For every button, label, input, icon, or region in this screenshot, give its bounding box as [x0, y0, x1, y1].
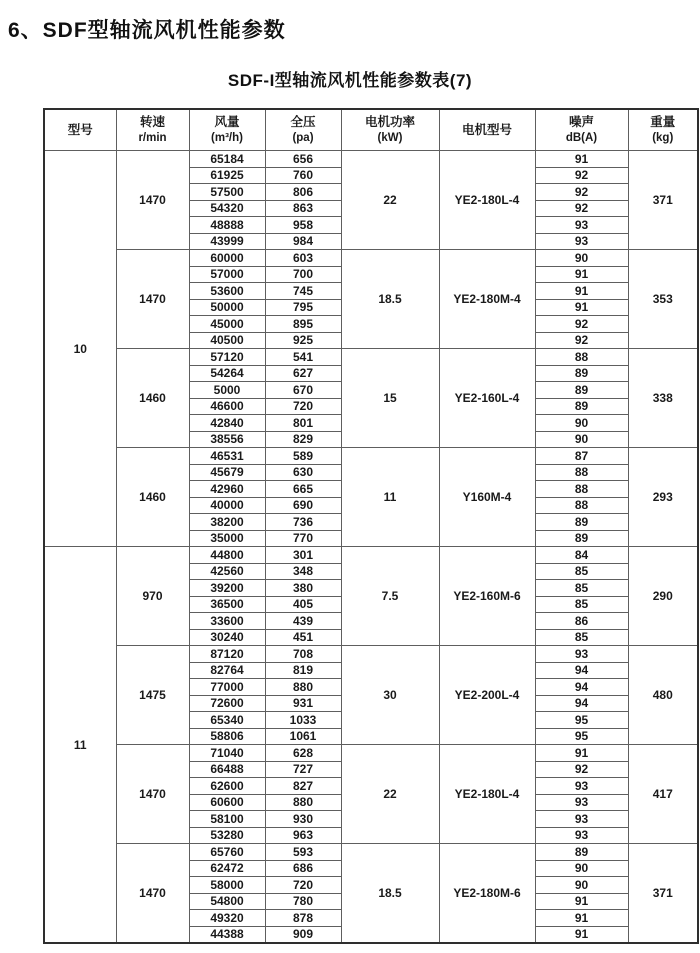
pressure-cell: 439 [265, 613, 341, 630]
table-body [44, 151, 698, 944]
airflow-cell: 54800 [189, 893, 265, 910]
noise-cell: 91 [535, 266, 628, 283]
power-cell: 22 [341, 745, 439, 844]
pressure-cell: 1033 [265, 712, 341, 729]
airflow-cell: 77000 [189, 679, 265, 696]
pressure-cell: 720 [265, 877, 341, 894]
pressure-cell: 770 [265, 530, 341, 547]
model-cell: 10 [44, 151, 116, 547]
table-header [44, 109, 698, 151]
airflow-cell: 42840 [189, 415, 265, 432]
noise-cell: 92 [535, 332, 628, 349]
noise-cell: 94 [535, 695, 628, 712]
pressure-cell: 451 [265, 629, 341, 646]
pressure-cell: 708 [265, 646, 341, 663]
noise-cell: 91 [535, 283, 628, 300]
header-row [44, 109, 698, 151]
noise-cell: 92 [535, 184, 628, 201]
speed-cell: 1470 [116, 844, 189, 944]
pressure-cell: 700 [265, 266, 341, 283]
airflow-cell: 40500 [189, 332, 265, 349]
airflow-cell: 43999 [189, 233, 265, 250]
noise-cell: 84 [535, 547, 628, 564]
noise-cell: 88 [535, 464, 628, 481]
power-cell: 30 [341, 646, 439, 745]
noise-cell: 93 [535, 646, 628, 663]
noise-cell: 89 [535, 382, 628, 399]
noise-cell: 91 [535, 745, 628, 762]
header-pressure: 全压 (pa) [265, 109, 341, 151]
airflow-cell: 53600 [189, 283, 265, 300]
weight-cell: 353 [628, 250, 698, 349]
pressure-cell: 878 [265, 910, 341, 927]
speed-cell: 1460 [116, 349, 189, 448]
airflow-cell: 60000 [189, 250, 265, 267]
motor-cell: YE2-180L-4 [439, 151, 535, 250]
table-row [44, 844, 698, 861]
airflow-cell: 58806 [189, 728, 265, 745]
pressure-cell: 819 [265, 662, 341, 679]
airflow-cell: 38200 [189, 514, 265, 531]
airflow-cell: 62472 [189, 860, 265, 877]
noise-cell: 91 [535, 151, 628, 168]
pressure-cell: 829 [265, 431, 341, 448]
pressure-cell: 984 [265, 233, 341, 250]
airflow-cell: 57120 [189, 349, 265, 366]
noise-cell: 85 [535, 563, 628, 580]
weight-cell: 417 [628, 745, 698, 844]
table-caption: SDF-I型轴流风机性能参数表(7) [227, 71, 473, 90]
header-airflow: 风量 (m³/h) [189, 109, 265, 151]
motor-cell: Y160M-4 [439, 448, 535, 547]
airflow-cell: 5000 [189, 382, 265, 399]
speed-cell: 1460 [116, 448, 189, 547]
pressure-cell: 670 [265, 382, 341, 399]
airflow-cell: 57500 [189, 184, 265, 201]
airflow-cell: 65760 [189, 844, 265, 861]
noise-cell: 90 [535, 250, 628, 267]
weight-cell: 338 [628, 349, 698, 448]
page-title: 6、SDF型轴流风机性能参数 [8, 19, 286, 42]
noise-cell: 90 [535, 415, 628, 432]
airflow-cell: 44388 [189, 926, 265, 943]
noise-cell: 91 [535, 299, 628, 316]
noise-cell: 92 [535, 316, 628, 333]
power-cell: 18.5 [341, 844, 439, 944]
weight-cell: 371 [628, 151, 698, 250]
airflow-cell: 33600 [189, 613, 265, 630]
header-noise: 噪声 dB(A) [535, 109, 628, 151]
airflow-cell: 62600 [189, 778, 265, 795]
noise-cell: 88 [535, 349, 628, 366]
header-speed: 转速 r/min [116, 109, 189, 151]
motor-cell: YE2-200L-4 [439, 646, 535, 745]
noise-cell: 92 [535, 761, 628, 778]
pressure-cell: 795 [265, 299, 341, 316]
pressure-cell: 931 [265, 695, 341, 712]
pressure-cell: 736 [265, 514, 341, 531]
noise-cell: 88 [535, 481, 628, 498]
table-row [44, 151, 698, 168]
airflow-cell: 46531 [189, 448, 265, 465]
noise-cell: 94 [535, 679, 628, 696]
airflow-cell: 57000 [189, 266, 265, 283]
noise-cell: 89 [535, 844, 628, 861]
pressure-cell: 963 [265, 827, 341, 844]
pressure-cell: 405 [265, 596, 341, 613]
pressure-cell: 801 [265, 415, 341, 432]
pressure-cell: 880 [265, 794, 341, 811]
noise-cell: 90 [535, 431, 628, 448]
pressure-cell: 593 [265, 844, 341, 861]
speed-cell: 970 [116, 547, 189, 646]
airflow-cell: 39200 [189, 580, 265, 597]
pressure-cell: 760 [265, 167, 341, 184]
pressure-cell: 1061 [265, 728, 341, 745]
weight-cell: 371 [628, 844, 698, 944]
airflow-cell: 49320 [189, 910, 265, 927]
airflow-cell: 36500 [189, 596, 265, 613]
pressure-cell: 958 [265, 217, 341, 234]
noise-cell: 93 [535, 794, 628, 811]
airflow-cell: 66488 [189, 761, 265, 778]
pressure-cell: 348 [265, 563, 341, 580]
noise-cell: 93 [535, 233, 628, 250]
pressure-cell: 686 [265, 860, 341, 877]
pressure-cell: 727 [265, 761, 341, 778]
noise-cell: 92 [535, 167, 628, 184]
pressure-cell: 930 [265, 811, 341, 828]
pressure-cell: 301 [265, 547, 341, 564]
airflow-cell: 82764 [189, 662, 265, 679]
pressure-cell: 895 [265, 316, 341, 333]
airflow-cell: 30240 [189, 629, 265, 646]
noise-cell: 93 [535, 778, 628, 795]
power-cell: 18.5 [341, 250, 439, 349]
pressure-cell: 380 [265, 580, 341, 597]
speed-cell: 1470 [116, 250, 189, 349]
motor-cell: YE2-180M-6 [439, 844, 535, 944]
table-row [44, 349, 698, 366]
airflow-cell: 53280 [189, 827, 265, 844]
airflow-cell: 54264 [189, 365, 265, 382]
airflow-cell: 46600 [189, 398, 265, 415]
noise-cell: 92 [535, 200, 628, 217]
pressure-cell: 863 [265, 200, 341, 217]
noise-cell: 91 [535, 926, 628, 943]
airflow-cell: 38556 [189, 431, 265, 448]
airflow-cell: 58100 [189, 811, 265, 828]
header-model: 型号 [44, 109, 116, 151]
airflow-cell: 54320 [189, 200, 265, 217]
motor-cell: YE2-160L-4 [439, 349, 535, 448]
noise-cell: 89 [535, 398, 628, 415]
airflow-cell: 58000 [189, 877, 265, 894]
noise-cell: 91 [535, 910, 628, 927]
header-power: 电机功率 (kW) [341, 109, 439, 151]
pressure-cell: 880 [265, 679, 341, 696]
airflow-cell: 45000 [189, 316, 265, 333]
pressure-cell: 665 [265, 481, 341, 498]
speed-cell: 1470 [116, 745, 189, 844]
noise-cell: 85 [535, 629, 628, 646]
pressure-cell: 909 [265, 926, 341, 943]
table-row [44, 646, 698, 663]
noise-cell: 94 [535, 662, 628, 679]
motor-cell: YE2-180M-4 [439, 250, 535, 349]
noise-cell: 88 [535, 497, 628, 514]
fan-performance-table [43, 108, 699, 944]
airflow-cell: 71040 [189, 745, 265, 762]
airflow-cell: 87120 [189, 646, 265, 663]
noise-cell: 87 [535, 448, 628, 465]
airflow-cell: 48888 [189, 217, 265, 234]
pressure-cell: 925 [265, 332, 341, 349]
power-cell: 11 [341, 448, 439, 547]
airflow-cell: 50000 [189, 299, 265, 316]
airflow-cell: 61925 [189, 167, 265, 184]
noise-cell: 93 [535, 217, 628, 234]
pressure-cell: 603 [265, 250, 341, 267]
motor-cell: YE2-180L-4 [439, 745, 535, 844]
header-motor: 电机型号 [439, 109, 535, 151]
airflow-cell: 44800 [189, 547, 265, 564]
pressure-cell: 780 [265, 893, 341, 910]
airflow-cell: 45679 [189, 464, 265, 481]
airflow-cell: 65340 [189, 712, 265, 729]
noise-cell: 93 [535, 811, 628, 828]
noise-cell: 95 [535, 712, 628, 729]
airflow-cell: 40000 [189, 497, 265, 514]
airflow-cell: 42960 [189, 481, 265, 498]
airflow-cell: 42560 [189, 563, 265, 580]
noise-cell: 85 [535, 596, 628, 613]
noise-cell: 89 [535, 514, 628, 531]
weight-cell: 293 [628, 448, 698, 547]
table-row [44, 547, 698, 564]
pressure-cell: 630 [265, 464, 341, 481]
noise-cell: 86 [535, 613, 628, 630]
pressure-cell: 589 [265, 448, 341, 465]
pressure-cell: 720 [265, 398, 341, 415]
pressure-cell: 827 [265, 778, 341, 795]
pressure-cell: 690 [265, 497, 341, 514]
table-row [44, 250, 698, 267]
power-cell: 15 [341, 349, 439, 448]
airflow-cell: 72600 [189, 695, 265, 712]
airflow-cell: 35000 [189, 530, 265, 547]
model-cell: 11 [44, 547, 116, 944]
speed-cell: 1470 [116, 151, 189, 250]
weight-cell: 290 [628, 547, 698, 646]
noise-cell: 93 [535, 827, 628, 844]
power-cell: 22 [341, 151, 439, 250]
pressure-cell: 745 [265, 283, 341, 300]
table-row [44, 745, 698, 762]
noise-cell: 89 [535, 365, 628, 382]
noise-cell: 89 [535, 530, 628, 547]
pressure-cell: 806 [265, 184, 341, 201]
table-row [44, 448, 698, 465]
pressure-cell: 627 [265, 365, 341, 382]
motor-cell: YE2-160M-6 [439, 547, 535, 646]
power-cell: 7.5 [341, 547, 439, 646]
pressure-cell: 628 [265, 745, 341, 762]
pressure-cell: 656 [265, 151, 341, 168]
noise-cell: 90 [535, 860, 628, 877]
pressure-cell: 541 [265, 349, 341, 366]
noise-cell: 95 [535, 728, 628, 745]
weight-cell: 480 [628, 646, 698, 745]
speed-cell: 1475 [116, 646, 189, 745]
noise-cell: 91 [535, 893, 628, 910]
airflow-cell: 65184 [189, 151, 265, 168]
airflow-cell: 60600 [189, 794, 265, 811]
noise-cell: 90 [535, 877, 628, 894]
header-weight: 重量 (kg) [628, 109, 698, 151]
noise-cell: 85 [535, 580, 628, 597]
